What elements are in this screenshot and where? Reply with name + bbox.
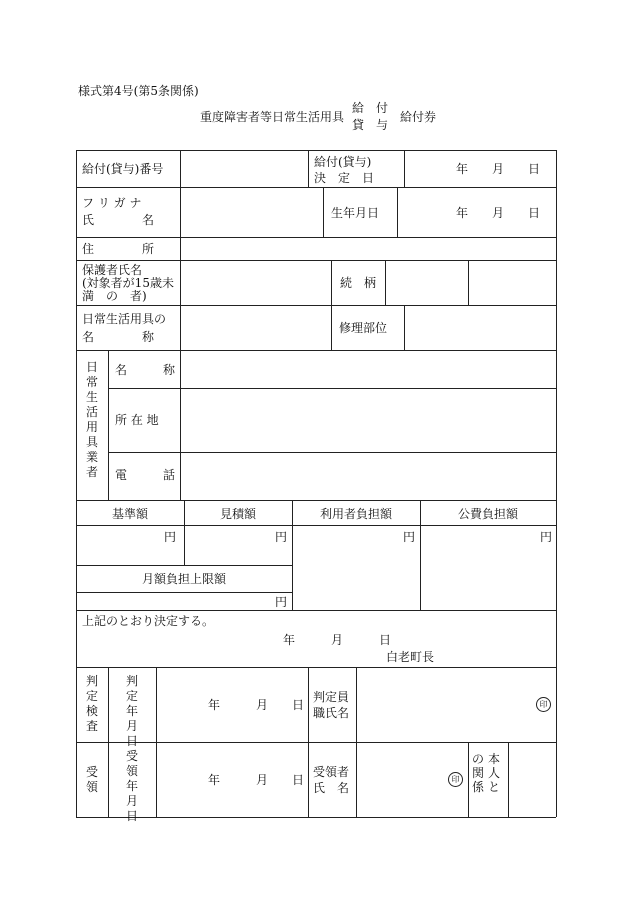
label-self-relation: の 本 関 人 係 と (472, 752, 501, 794)
label-furigana: フ リ ガ ナ (82, 196, 142, 210)
judge-day: 日 (292, 698, 305, 712)
seal-judge: 印 (536, 697, 551, 712)
mayor: 白老町長 (386, 650, 435, 664)
label-vendor-group: 日 常 生 活 用 具 業 者 (85, 360, 98, 479)
label-name: 氏 名 (82, 213, 155, 227)
decision-year: 年 (456, 162, 469, 176)
label-guardian-2: (対象者が15歳未 (82, 276, 174, 290)
label-user-share: 利用者負担額 (319, 507, 392, 521)
decision-date-day: 日 (379, 633, 392, 647)
decision-text: 上記のとおり決定する。 (82, 614, 215, 628)
receipt-day: 日 (292, 773, 305, 787)
title-taiyo: 貸 与 (352, 118, 389, 132)
yen-public-share: 円 (540, 530, 553, 544)
label-inspection: 判 定 検 査 (85, 674, 98, 733)
label-birth: 生年月日 (331, 206, 380, 220)
label-decision-date-1: 給付(貸与) (314, 155, 372, 169)
judge-year: 年 (208, 698, 221, 712)
yen-base: 円 (164, 530, 177, 544)
decision-month: 月 (492, 162, 505, 176)
birth-year: 年 (456, 206, 469, 220)
label-judge-officer-2: 職氏名 (313, 706, 350, 720)
label-receipt-date: 受 領 年 月 日 (125, 749, 138, 823)
decision-day: 日 (528, 162, 541, 176)
decision-date-month: 月 (331, 633, 344, 647)
birth-month: 月 (492, 206, 505, 220)
yen-estimate: 円 (275, 530, 288, 544)
title-ken: 給付券 (400, 110, 437, 124)
label-item-2: 名 称 (82, 330, 155, 344)
label-decision-date-2: 決 定 日 (314, 171, 375, 185)
label-repair: 修理部位 (339, 321, 388, 335)
label-vendor-phone: 電 話 (115, 468, 176, 482)
label-vendor-location: 所 在 地 (115, 413, 159, 427)
label-monthly-limit: 月額負担上限額 (141, 572, 226, 586)
label-vendor-name: 名 称 (115, 363, 176, 377)
yen-monthly-limit: 円 (275, 595, 288, 609)
form-title: 重度障害者等日常生活用具 (200, 110, 345, 124)
label-item-1: 日常生活用具の (82, 312, 167, 326)
yen-user-share: 円 (403, 530, 416, 544)
birth-day: 日 (528, 206, 541, 220)
title-kyufu: 給 付 (352, 101, 389, 115)
label-address: 住 所 (82, 242, 155, 256)
seal-receiver: 印 (448, 772, 463, 787)
label-receiver-2: 氏 名 (313, 781, 350, 795)
label-receipt: 受 領 (85, 765, 98, 794)
decision-date-year: 年 (283, 633, 296, 647)
label-judge-date: 判 定 年 月 日 (125, 674, 138, 748)
label-number: 給付(貸与)番号 (82, 162, 164, 176)
label-public-share: 公費負担額 (457, 507, 518, 521)
label-base-amount: 基準額 (111, 507, 148, 521)
label-guardian-3: 満 の 者) (82, 289, 147, 303)
label-relation: 続 柄 (340, 276, 377, 290)
label-judge-officer-1: 判定員 (313, 690, 350, 704)
receipt-year: 年 (208, 773, 221, 787)
label-guardian-1: 保護者氏名 (82, 263, 143, 277)
label-receiver-1: 受領者 (313, 765, 350, 779)
form-number: 様式第4号(第5条関係) (78, 84, 199, 98)
receipt-month: 月 (256, 773, 269, 787)
judge-month: 月 (256, 698, 269, 712)
label-estimate: 見積額 (219, 507, 256, 521)
